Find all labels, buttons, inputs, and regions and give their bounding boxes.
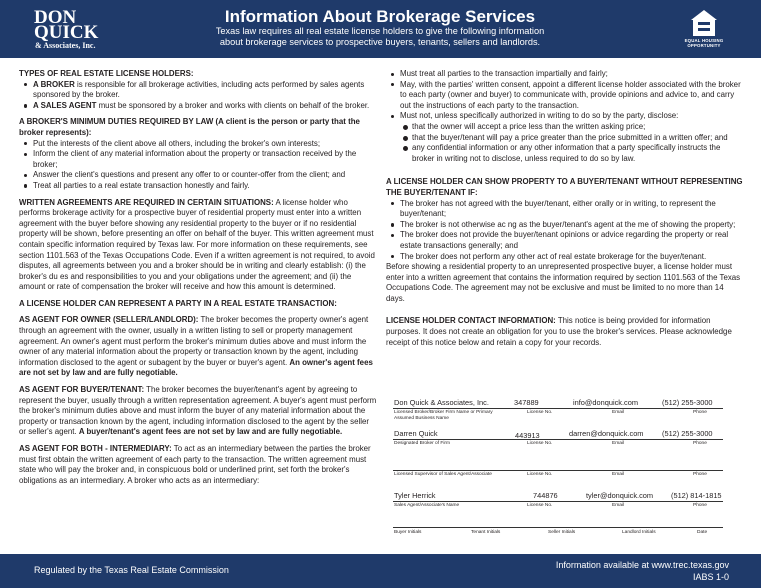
subtitle-line-1: Texas law requires all real estate license holders to give the following information bbox=[215, 26, 545, 36]
form-row-supervisor bbox=[393, 456, 723, 487]
seller-initials-field[interactable]: Seller Initials bbox=[548, 530, 576, 535]
duties-heading: A BROKER'S MINIMUM DUTIES REQUIRED BY LAW (A client is the person or party that the broker represents): bbox=[19, 117, 360, 137]
list-item: Must treat all parties to the transaction impartially and fairly; bbox=[388, 69, 744, 80]
broker-name-label: Licensed Broker/Broker Firm Name or Primary Assumed Business Name bbox=[394, 410, 493, 421]
agent-for-owner-paragraph: AS AGENT FOR OWNER (SELLER/LANDLORD): The broker becomes the property owner's agent through an agreement with the owner, usually in a written listing to sell or property management agreement. An owner's agent must perform the broker's minimum duties above and must inform the owner of any material information about the property or transaction known by the agent, including information disclosed to the agent or subagent by the buyer or buyer's agent. An owner's agent fees are not set by law and are fully negotiable. bbox=[19, 315, 373, 378]
written-agreements-paragraph: WRITTEN AGREEMENTS ARE REQUIRED IN CERTAIN SITUATIONS: A license holder who performs brokerage activity for a prospective buyer of residential property must enter into a written agreement with the buyer before showing any residential property to the buyer or if no residential property will be shown, before presenting an offer on behalf of the buyer. This written agreement must contain specific information required by Texas law. For more information on these requirements, see section 1101.563 of the Texas Occupations Code. Even if a written agreement is not required, to avoid disputes, all agreements between you and a broker should be in writing and clearly establish: (i) the broker's du es and responsibilities to you and your obligations under the agreement; and (ii) the amount or rate of compensation the broker will receive and how this amount is determined. bbox=[19, 197, 375, 292]
represent-heading: A LICENSE HOLDER CAN REPRESENT A PARTY IN A REAL ESTATE TRANSACTION: bbox=[19, 298, 337, 308]
form-line bbox=[393, 501, 723, 502]
disclose-list bbox=[400, 122, 744, 164]
designated-broker-label: Designated Broker of Firm bbox=[394, 441, 450, 446]
sales-agent-name-field[interactable]: Tyler Herrick bbox=[394, 491, 436, 500]
logo-line-1: DON bbox=[34, 7, 77, 28]
logo-line-2: QUICK bbox=[34, 22, 99, 43]
list-item: The broker does not provide the buyer/tenant opinions or advice regarding the property or real estate transactions generally; and bbox=[388, 230, 744, 251]
footer-bar bbox=[0, 554, 761, 588]
list-item: that the buyer/tenant will pay a price greater than the price submitted in a written offer; and bbox=[400, 133, 744, 144]
landlord-initials-field[interactable]: Landlord Initials bbox=[622, 530, 656, 535]
sales-agent-label: Sales Agent/Associate's Name bbox=[394, 503, 460, 508]
form-row-sales-agent bbox=[393, 487, 723, 518]
broker-email-field[interactable]: info@donquick.com bbox=[573, 398, 639, 407]
eho-line-1: EQUAL HOUSING bbox=[684, 38, 724, 43]
list-item: A BROKER is responsible for all brokerage activities, including acts performed by sales agents sponsored by the broker. bbox=[21, 80, 377, 101]
email-label: Email bbox=[612, 441, 624, 446]
show-property-paragraph: Before showing a residential property to an unrepresented prospective buyer, a license holder must enter into a written agreement that contains the information required by section 1101.563 of the Texas Occupations Code. The agreement may not be exclusive and must be limited to no more than 14 days. bbox=[386, 262, 741, 303]
sales-agent-email-field[interactable]: tyler@donquick.com bbox=[586, 491, 654, 500]
broker-phone-field[interactable]: (512) 255-3000 bbox=[662, 398, 713, 407]
intermediary-list bbox=[388, 69, 744, 164]
form-row-designated-broker bbox=[393, 425, 723, 456]
designated-broker-email-field[interactable]: darren@donquick.com bbox=[569, 429, 644, 438]
footer-regulator: Regulated by the Texas Real Estate Commission bbox=[34, 565, 229, 575]
duties-list bbox=[21, 139, 377, 192]
form-line bbox=[393, 439, 723, 440]
broker-name-field[interactable]: Don Quick & Associates, Inc. bbox=[394, 398, 489, 407]
list-item: The broker is not otherwise ac ng as the buyer/tenant's agent at the me of showing the property; bbox=[388, 220, 744, 231]
form-line bbox=[393, 527, 723, 528]
list-item: The broker has not agreed with the buyer/tenant, either orally or in writing, to represent the buyer/tenant; bbox=[388, 199, 744, 220]
supervisor-label: Licensed Supervisor of Sales Agent/Associate bbox=[394, 472, 492, 477]
contact-info-paragraph: LICENSE HOLDER CONTACT INFORMATION: This notice is being provided for information purposes. It does not create an obligation for you to use the broker's services. Please acknowledge receipt of this notice below and retain a copy for your records. bbox=[386, 316, 732, 347]
subtitle-line-2: about brokerage services to prospective buyers, tenants, sellers and landlords. bbox=[219, 37, 541, 47]
email-label: Email bbox=[612, 472, 624, 477]
sales-agent-license-field[interactable]: 744876 bbox=[533, 491, 558, 500]
contact-form bbox=[393, 394, 723, 535]
footer-website[interactable]: Information available at www.trec.texas.gov bbox=[555, 560, 729, 570]
footer-info bbox=[556, 559, 729, 583]
list-item: Inform the client of any material information about the property or transaction received by the broker; bbox=[21, 149, 377, 170]
form-row-broker bbox=[393, 394, 723, 425]
license-types-list bbox=[21, 80, 377, 112]
phone-label: Phone bbox=[693, 410, 707, 415]
show-property-heading: A LICENSE HOLDER CAN SHOW PROPERTY TO A BUYER/TENANT WITHOUT REPRESENTING THE BUYER/TENANT IF: bbox=[386, 177, 743, 197]
page-title: Information About Brokerage Services bbox=[224, 7, 536, 26]
broker-license-field[interactable]: 347889 bbox=[514, 398, 539, 407]
list-item: that the owner will accept a price less than the written asking price; bbox=[400, 122, 744, 133]
page-subtitle bbox=[180, 26, 580, 48]
form-line bbox=[393, 408, 723, 409]
form-line bbox=[393, 470, 723, 471]
logo-line-3: & Associates, Inc. bbox=[35, 41, 96, 50]
list-item: Answer the client's questions and present any offer to or counter-offer from the client; and bbox=[21, 170, 377, 181]
list-item: Treat all parties to a real estate transaction honestly and fairly. bbox=[21, 181, 377, 192]
date-field[interactable]: Date bbox=[697, 530, 708, 535]
license-label: License No. bbox=[527, 472, 553, 477]
license-label: License No. bbox=[527, 441, 553, 446]
sales-agent-phone-field[interactable]: (512) 814-1815 bbox=[671, 491, 722, 500]
left-column bbox=[19, 69, 377, 486]
list-item: The broker does not perform any other act of real estate brokerage for the buyer/tenant. bbox=[388, 252, 744, 263]
tenant-initials-field[interactable]: Tenant Initials bbox=[471, 530, 501, 535]
right-column bbox=[386, 69, 744, 348]
show-property-list bbox=[388, 199, 744, 263]
equal-housing-badge bbox=[680, 8, 728, 52]
list-item: Put the interests of the client above all others, including the broker's own interests; bbox=[21, 139, 377, 150]
designated-broker-license-field[interactable]: 443913 bbox=[515, 431, 540, 440]
intermediary-paragraph: AS AGENT FOR BOTH - INTERMEDIARY: To act as an intermediary between the parties the broker must first obtain the written agreement of each party to the transaction. The written agreement must state who will pay the broker and, in conspicuous bold or underlined print, set forth the broker's obligations as an intermediary. A broker who acts as an intermediary: bbox=[19, 444, 371, 485]
email-label: Email bbox=[612, 503, 624, 508]
email-label: Email bbox=[612, 410, 624, 415]
license-label: License No. bbox=[527, 410, 553, 415]
list-item: Must not, unless specifically authorized in writing to do so by the party, disclose: that the owner will accept a price less than the written asking price; that the buyer/tenant will pay a price greater than the price submitted in a written offer; and any confidential information or any other information that a party specifically instructs the broker in writing not to disclose, unless required to do so by law. bbox=[388, 111, 744, 164]
phone-label: Phone bbox=[693, 503, 707, 508]
phone-label: Phone bbox=[693, 441, 707, 446]
buyer-initials-field[interactable]: Buyer Initials bbox=[394, 530, 422, 535]
list-item: A SALES AGENT must be sponsored by a broker and works with clients on behalf of the broker. bbox=[21, 101, 377, 112]
designated-broker-name-field[interactable]: Darren Quick bbox=[394, 429, 438, 438]
initials-row bbox=[393, 519, 723, 539]
types-heading: TYPES OF REAL ESTATE LICENSE HOLDERS: bbox=[19, 69, 194, 78]
agent-for-buyer-paragraph: AS AGENT FOR BUYER/TENANT: The broker becomes the buyer/tenant's agent by agreeing to represent the buyer, usually through a written representation agreement. A buyer's agent must perform the broker's minimum duties above and must inform the buyer of any material information about the property or transaction known by the agent, including information disclosed to the agent by the seller or seller's agent. A buyer/tenant's agent fees are not set by law and are fully negotiable. bbox=[19, 385, 377, 437]
eho-line-2: OPPORTUNITY bbox=[687, 43, 721, 48]
footer-form-code: IABS 1-0 bbox=[692, 572, 729, 582]
list-item: any confidential information or any other information that a party specifically instructs the broker in writing not to disclose, unless required to do so by law. bbox=[400, 143, 744, 164]
list-item: May, with the parties' written consent, appoint a different license holder associated with the broker to each party (owner and buyer) to communicate with, provide opinions and advice to, and carry out the instructions of each party to the transaction. bbox=[388, 80, 744, 112]
designated-broker-phone-field[interactable]: (512) 255-3000 bbox=[662, 429, 713, 438]
company-logo bbox=[26, 7, 116, 51]
phone-label: Phone bbox=[693, 472, 707, 477]
license-label: License No. bbox=[527, 503, 553, 508]
header-bar bbox=[0, 0, 761, 58]
equal-housing-icon bbox=[689, 8, 719, 38]
